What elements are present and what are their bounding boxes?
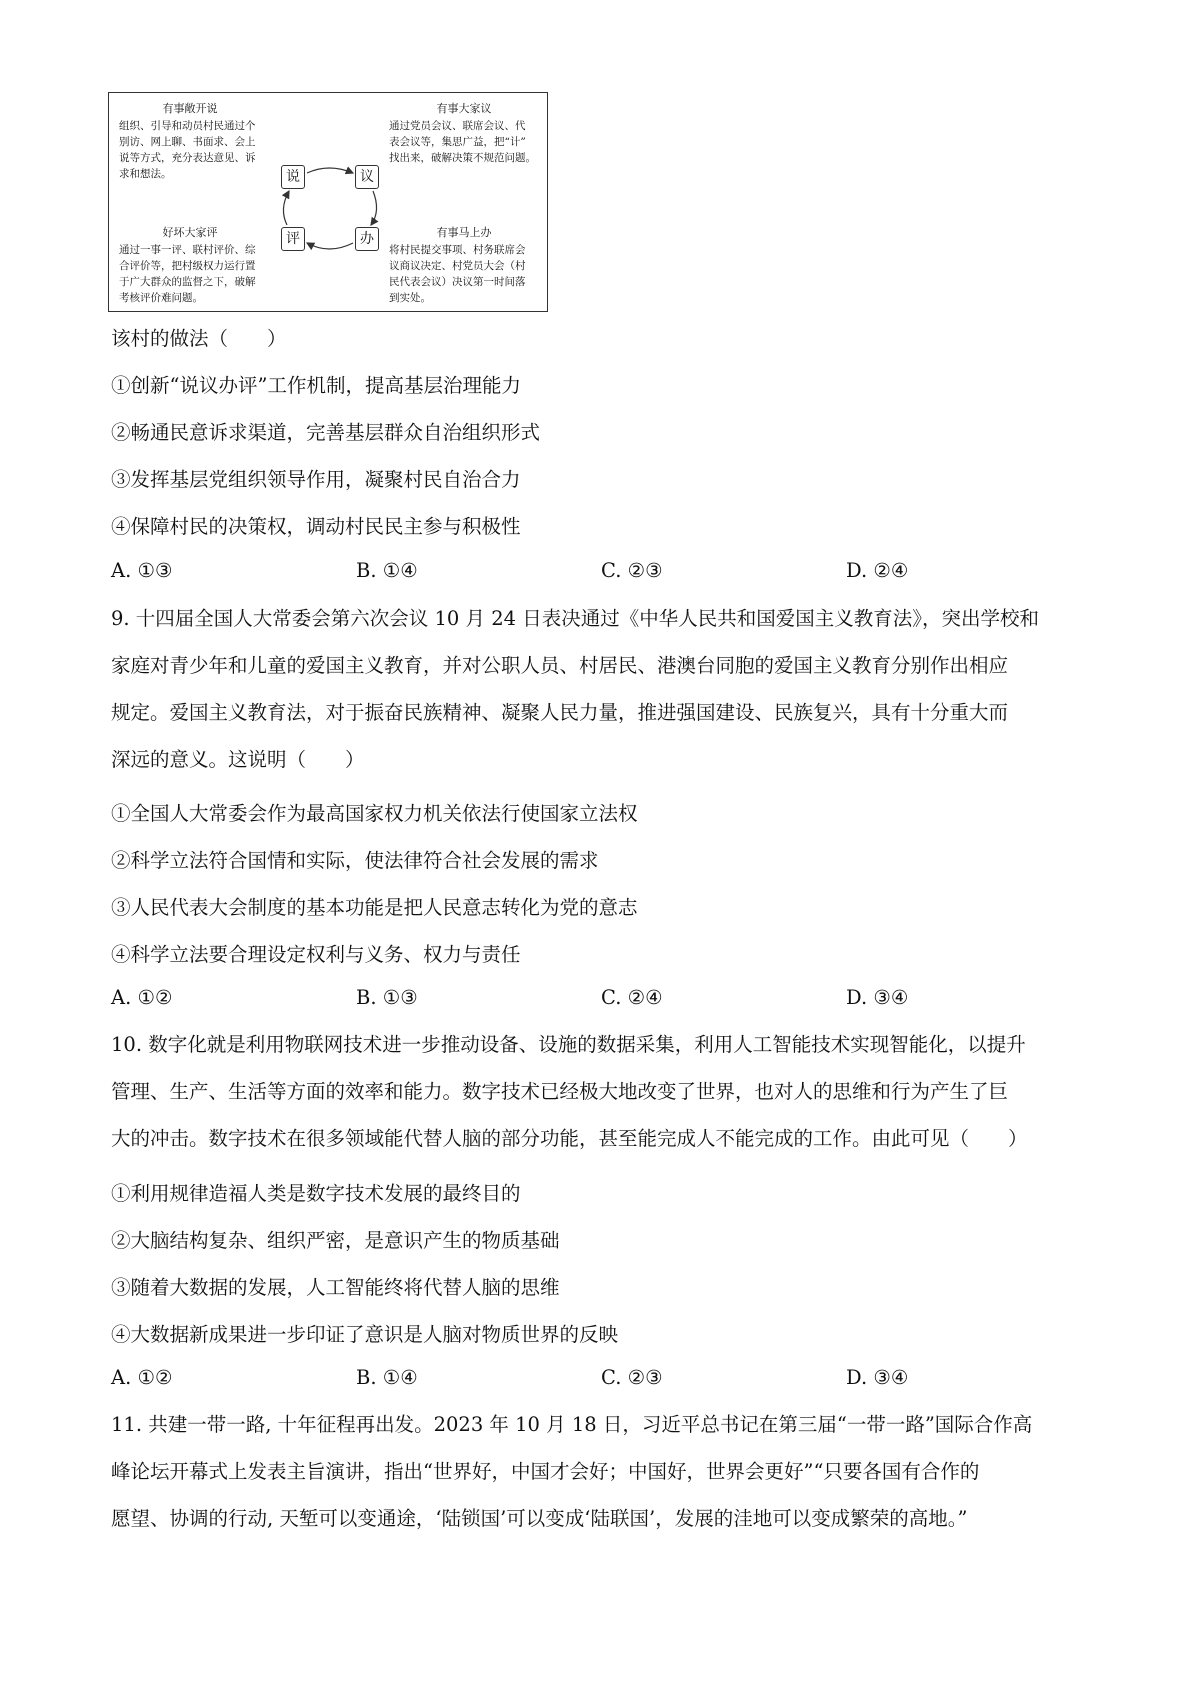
q10-option-c[interactable]: C. ②③ bbox=[601, 1366, 663, 1389]
q11-stem-line: 11. 共建一带一路, 十年征程再出发。2023 年 10 月 18 日，习近平总书记在第三届“一带一路”国际合作高 bbox=[111, 1413, 1033, 1436]
figure-block-speak bbox=[119, 101, 261, 182]
arrow-ban-to-ping bbox=[307, 243, 353, 249]
q8-option-d[interactable]: D. ②④ bbox=[846, 559, 909, 582]
figure-block-title: 有事敞开说 bbox=[162, 102, 218, 115]
q9-item-4: ④科学立法要合理设定权利与义务、权力与责任 bbox=[111, 943, 521, 966]
figure-block-handle bbox=[389, 225, 539, 306]
q8-item-3: ③发挥基层党组织领导作用，凝聚村民自治合力 bbox=[111, 468, 521, 491]
figure-block-evaluate bbox=[119, 225, 261, 306]
figure-block-line: 于广大群众的监督之下，破解 bbox=[119, 276, 256, 288]
figure-block-line: 民代表会议）决议第一时间落 bbox=[389, 276, 526, 288]
arrow-shuo-to-yi bbox=[307, 168, 353, 173]
figure-block-line: 通过一事一评、联村评价、综 bbox=[119, 244, 256, 256]
q10-option-a[interactable]: A. ①② bbox=[111, 1366, 173, 1389]
arrow-yi-to-ban bbox=[371, 191, 377, 225]
figure-block-line: 说等方式，充分表达意见、诉 bbox=[119, 152, 256, 164]
q9-option-b[interactable]: B. ①③ bbox=[356, 986, 418, 1009]
q10-item-2: ②大脑结构复杂、组织严密，是意识产生的物质基础 bbox=[111, 1229, 560, 1252]
figure-block-title: 有事大家议 bbox=[436, 102, 492, 115]
q9-item-3: ③人民代表大会制度的基本功能是把人民意志转化为党的意志 bbox=[111, 896, 638, 919]
q9-stem-line: 家庭对青少年和儿童的爱国主义教育，并对公职人员、村居民、港澳台同胞的爱国主义教育分别作出相应 bbox=[111, 654, 1009, 677]
figure-block-title: 好坏大家评 bbox=[162, 226, 218, 239]
q8-option-c[interactable]: C. ②③ bbox=[601, 559, 663, 582]
q9-option-a[interactable]: A. ①② bbox=[111, 986, 173, 1009]
q8-item-4: ④保障村民的决策权，调动村民民主参与积极性 bbox=[111, 515, 521, 538]
cycle-node-ping: 评 bbox=[281, 227, 305, 251]
figure-block-line: 求和想法。 bbox=[119, 168, 172, 180]
q9-item-1: ①全国人大常委会作为最高国家权力机关依法行使国家立法权 bbox=[111, 802, 638, 825]
figure-block-line: 别访、网上聊、书面求、会上 bbox=[119, 136, 256, 148]
cycle-node-ban: 办 bbox=[355, 227, 379, 251]
q8-item-1: ①创新“说议办评”工作机制，提高基层治理能力 bbox=[111, 374, 521, 397]
figure-block-line: 到实处。 bbox=[389, 292, 431, 304]
figure-block-title: 有事马上办 bbox=[436, 226, 492, 239]
q8-stem: 该村的做法（ ） bbox=[111, 327, 287, 350]
q10-item-4: ④大数据新成果进一步印证了意识是人脑对物质世界的反映 bbox=[111, 1323, 619, 1346]
q10-option-b[interactable]: B. ①④ bbox=[356, 1366, 418, 1389]
q10-stem bbox=[111, 1021, 1101, 1162]
figure-block-line: 找出来，破解决策不规范问题。 bbox=[389, 152, 536, 164]
figure-block-line: 通过党员会议、联席会议、代 bbox=[389, 120, 526, 132]
q10-item-1: ①利用规律造福人类是数字技术发展的最终目的 bbox=[111, 1182, 521, 1205]
q10-item-3: ③随着大数据的发展，人工智能终将代替人脑的思维 bbox=[111, 1276, 560, 1299]
cycle-node-yi: 议 bbox=[355, 165, 379, 189]
figure-block-line: 将村民提交事项、村务联席会 bbox=[389, 244, 526, 256]
q9-stem-line: 规定。爱国主义教育法，对于振奋民族精神、凝聚人民力量，推进强国建设、民族复兴，具有十分重大而 bbox=[111, 701, 1009, 724]
figure-block-line: 组织、引导和动员村民通过个 bbox=[119, 120, 256, 132]
q10-option-d[interactable]: D. ③④ bbox=[846, 1366, 909, 1389]
q8-option-a[interactable]: A. ①③ bbox=[111, 559, 173, 582]
q11-stem bbox=[111, 1401, 1101, 1542]
figure-block-line: 考核评价难问题。 bbox=[119, 292, 203, 304]
cycle-diagram bbox=[269, 165, 389, 265]
q10-stem-line: 10. 数字化就是利用物联网技术进一步推动设备、设施的数据采集，利用人工智能技术实现智能化，以提升 bbox=[111, 1033, 1026, 1056]
figure-block-line: 议商议决定、村党员大会（村 bbox=[389, 260, 526, 272]
governance-mechanism-figure bbox=[108, 92, 548, 312]
q9-stem-line: 9. 十四届全国人大常委会第六次会议 10 月 24 日表决通过《中华人民共和国爱国主义教育法》，突出学校和 bbox=[111, 607, 1039, 630]
q8-item-2: ②畅通民意诉求渠道，完善基层群众自治组织形式 bbox=[111, 421, 541, 444]
q9-stem bbox=[111, 595, 1101, 783]
q9-stem-line: 深远的意义。这说明（ ） bbox=[111, 748, 365, 771]
q10-stem-line: 管理、生产、生活等方面的效率和能力。数字技术已经极大地改变了世界，也对人的思维和行为产生了巨 bbox=[111, 1080, 1009, 1103]
q9-option-c[interactable]: C. ②④ bbox=[601, 986, 663, 1009]
q11-stem-line: 愿望、协调的行动, 天堑可以变通途，‘陆锁国’可以变成‘陆联国’，发展的洼地可以变成繁荣的高地。” bbox=[111, 1507, 968, 1530]
figure-block-line: 合评价等，把村级权力运行置 bbox=[119, 260, 256, 272]
cycle-node-shuo: 说 bbox=[281, 165, 305, 189]
arrow-ping-to-shuo bbox=[283, 191, 289, 225]
q11-stem-line: 峰论坛开幕式上发表主旨演讲，指出“世界好，中国才会好；中国好，世界会更好”“只要各国有合作的 bbox=[111, 1460, 980, 1483]
q9-item-2: ②科学立法符合国情和实际，使法律符合社会发展的需求 bbox=[111, 849, 599, 872]
q9-option-d[interactable]: D. ③④ bbox=[846, 986, 909, 1009]
q10-stem-line: 大的冲击。数字技术在很多领域能代替人脑的部分功能，甚至能完成人不能完成的工作。由此可见（ ） bbox=[111, 1127, 1028, 1150]
q8-option-b[interactable]: B. ①④ bbox=[356, 559, 418, 582]
figure-block-line: 表会议等，集思广益，把“计” bbox=[389, 136, 526, 148]
figure-block-discuss bbox=[389, 101, 539, 166]
